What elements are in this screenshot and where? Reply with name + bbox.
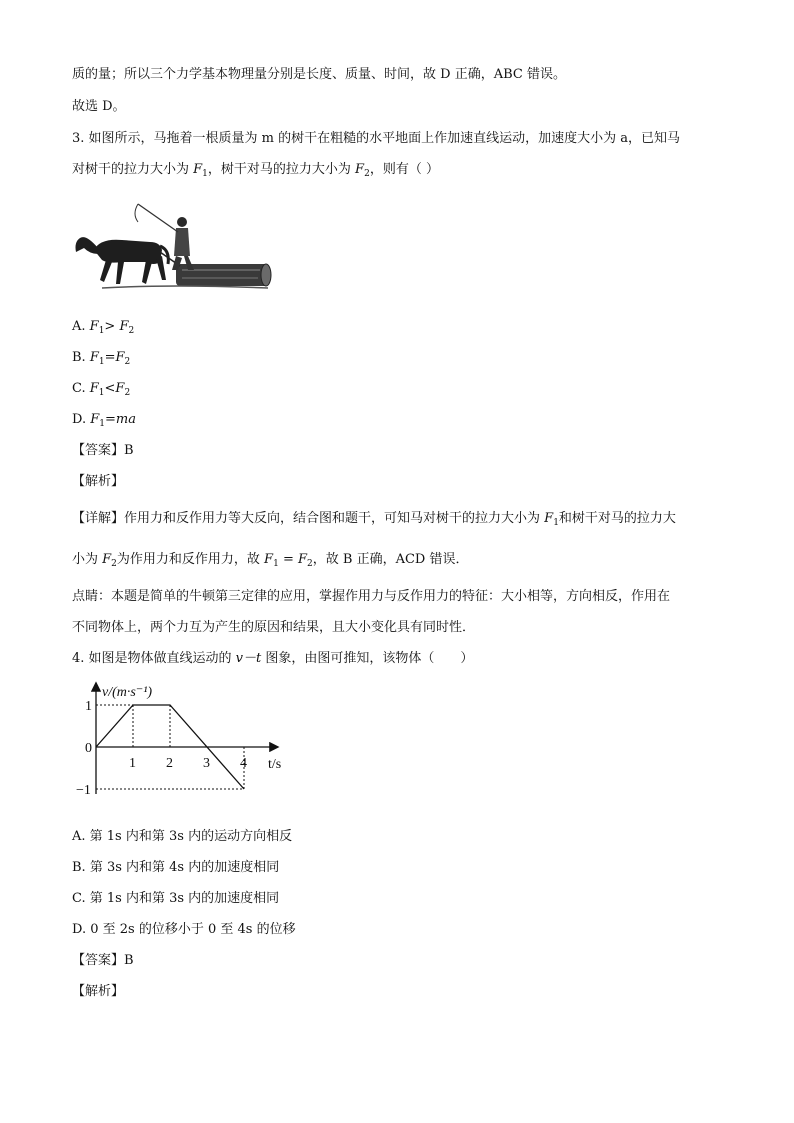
x-axis-label: t/s [268, 757, 282, 772]
q3-detail-line-1: 【详解】作用力和反作用力等大反向，结合图和题干，可知马对树干的拉力大小为 $F_1$和树干对马的拉力大 [72, 511, 676, 528]
y-axis-label: v/(m·s⁻¹) [102, 685, 153, 700]
q3-detail-line-2: 小为 $F_2$为作用力和反作用力，故 $F_1 = F_2$，故 B 正确，ACD 错误． [72, 552, 469, 569]
q3-answer: 【答案】B [72, 443, 134, 458]
q4-stem: 4. 如图是物体做直线运动的 v－t 图象，由图可推知，该物体（ ） [72, 651, 474, 666]
x-tick-label-1: 1 [129, 756, 136, 771]
x-tick-label-2: 2 [166, 756, 173, 771]
q3-option-d: D. $F_1=ma$ [72, 412, 136, 429]
y-tick-label--1: −1 [76, 783, 91, 798]
q3-note-line-1: 点睛：本题是简单的牛顿第三定律的应用，掌握作用力与反作用力的特征：大小相等，方向相反，作用在 [72, 589, 671, 604]
y-tick-label-1: 1 [85, 699, 92, 714]
vt-chart [72, 676, 292, 806]
horse-log-illustration [72, 200, 272, 292]
q3-note-line-2: 不同物体上，两个力互为产生的原因和结果，且大小变化具有同时性． [72, 620, 476, 635]
q4-option-c: C. 第 1s 内和第 3s 内的加速度相同 [72, 891, 280, 906]
q4-option-d: D. 0 至 2s 的位移小于 0 至 4s 的位移 [72, 922, 296, 937]
prev-text-line-2: 故选 D。 [72, 99, 126, 114]
x-tick-label-4: 4 [240, 756, 247, 771]
q4-analysis-heading: 【解析】 [72, 984, 125, 999]
q3-stem-line-1: 3. 如图所示，马拖着一根质量为 m 的树干在粗糙的水平地面上作加速直线运动，加速度大小为 a，已知马 [72, 131, 681, 146]
x-tick-label-3: 3 [203, 756, 210, 771]
q3-option-a: A. $F_1> F_2$ [72, 319, 135, 336]
q3-option-b: B. $F_1=F_2$ [72, 350, 131, 367]
q3-option-c: C. $F_1<F_2$ [72, 381, 131, 398]
q3-stem-line-2: 对树干的拉力大小为 $F_1$，树干对马的拉力大小为 $F_2$，则有（ ） [72, 162, 439, 179]
q4-option-a: A. 第 1s 内和第 3s 内的运动方向相反 [72, 829, 293, 844]
origin-label: 0 [85, 741, 92, 756]
q3-analysis-heading: 【解析】 [72, 474, 125, 489]
prev-text-line-1: 质的量；所以三个力学基本物理量分别是长度、质量、时间，故 D 正确，ABC 错误。 [72, 67, 566, 82]
q4-answer: 【答案】B [72, 953, 134, 968]
q4-option-b: B. 第 3s 内和第 4s 内的加速度相同 [72, 860, 280, 875]
